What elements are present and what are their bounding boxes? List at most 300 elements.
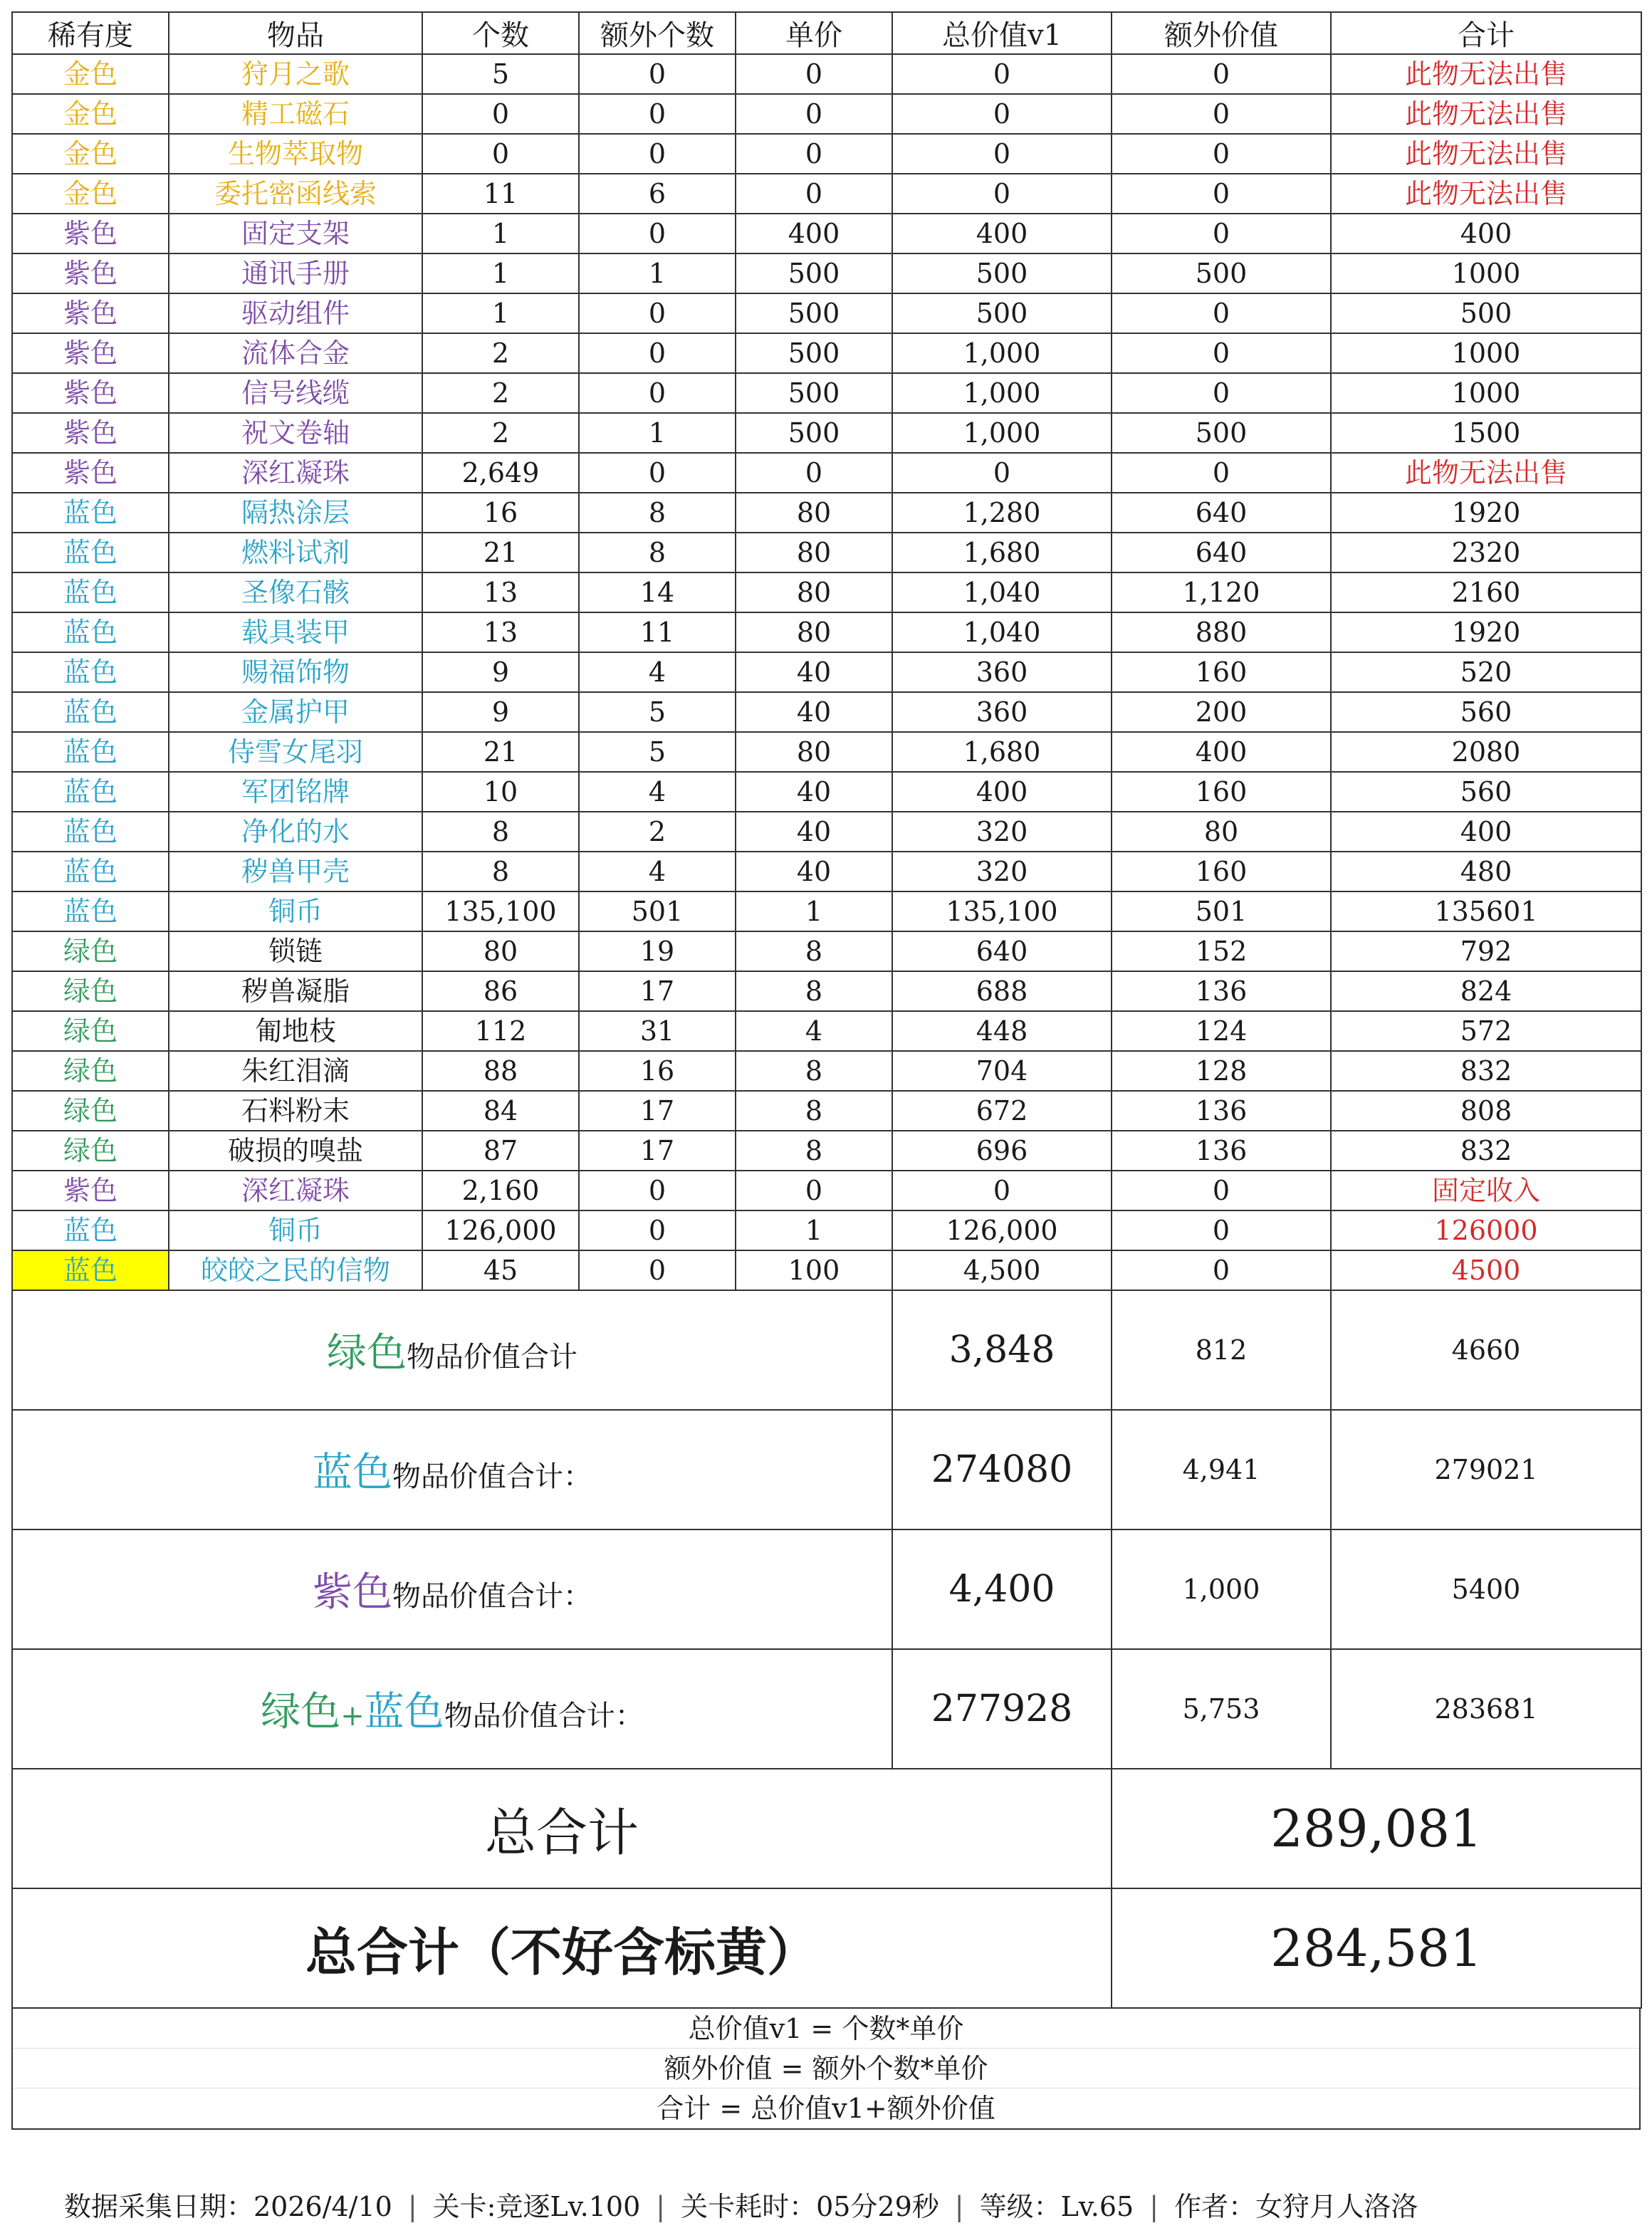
unit-price-cell[interactable]: 0 [736,453,892,493]
unit-price-cell[interactable]: 8 [736,1131,892,1171]
unit-price-cell[interactable]: 500 [736,293,892,333]
sum-cell[interactable]: 808 [1331,1091,1641,1131]
extra-value-cell[interactable]: 0 [1112,54,1331,94]
item-cell[interactable]: 驱动组件 [169,293,422,333]
header-rarity[interactable]: 稀有度 [12,12,169,54]
unit-price-cell[interactable]: 0 [736,174,892,214]
item-cell[interactable]: 狩月之歌 [169,54,422,94]
total-v1-cell[interactable]: 320 [892,852,1112,891]
extra-count-cell[interactable]: 5 [579,732,736,772]
extra-value-cell[interactable]: 500 [1112,253,1331,293]
total-v1-cell[interactable]: 500 [892,293,1112,333]
item-cell[interactable]: 金属护甲 [169,692,422,732]
rarity-cell[interactable]: 紫色 [12,373,169,413]
extra-value-cell[interactable]: 0 [1112,1210,1331,1250]
unit-price-cell[interactable]: 500 [736,253,892,293]
extra-count-cell[interactable]: 17 [579,1131,736,1171]
unit-price-cell[interactable]: 8 [736,1051,892,1091]
extra-count-cell[interactable]: 1 [579,253,736,293]
count-cell[interactable]: 13 [422,612,579,652]
extra-count-cell[interactable]: 5 [579,692,736,732]
unit-price-cell[interactable]: 40 [736,652,892,692]
summary-row-blue [12,1410,1641,1529]
unit-price-cell[interactable]: 1 [736,891,892,931]
extra-count-cell[interactable]: 0 [579,1171,736,1210]
sum-cell[interactable]: 824 [1331,971,1641,1011]
count-cell[interactable]: 112 [422,1011,579,1051]
sum-cell[interactable]: 1920 [1331,493,1641,533]
item-cell[interactable]: 军团铭牌 [169,772,422,812]
item-cell[interactable]: 祝文卷轴 [169,413,422,453]
extra-count-cell[interactable]: 11 [579,612,736,652]
unit-price-cell[interactable]: 8 [736,1091,892,1131]
unit-price-cell[interactable]: 8 [736,971,892,1011]
count-cell[interactable]: 0 [422,134,579,174]
extra-value-cell[interactable]: 136 [1112,1091,1331,1131]
item-cell[interactable]: 委托密函线索 [169,174,422,214]
unit-price-cell[interactable]: 80 [736,533,892,572]
count-cell[interactable]: 1 [422,293,579,333]
unit-price-cell[interactable]: 4 [736,1011,892,1051]
rarity-cell[interactable]: 绿色 [12,1131,169,1171]
summary-v1[interactable]: 277928 [892,1649,1112,1769]
sum-cell[interactable]: 此物无法出售 [1331,134,1641,174]
summary-label[interactable]: 绿色+蓝色物品价值合计： [12,1649,892,1769]
extra-count-cell[interactable]: 14 [579,572,736,612]
total-v1-cell[interactable]: 688 [892,971,1112,1011]
total-v1-cell[interactable]: 672 [892,1091,1112,1131]
unit-price-cell[interactable]: 0 [736,134,892,174]
summary-v1[interactable]: 4,400 [892,1529,1112,1649]
header-count[interactable]: 个数 [422,12,579,54]
count-cell[interactable]: 8 [422,852,579,891]
extra-count-cell[interactable]: 1 [579,413,736,453]
summary-extra[interactable]: 812 [1112,1290,1331,1410]
count-cell[interactable]: 2 [422,333,579,373]
rarity-cell[interactable]: 蓝色 [12,732,169,772]
item-cell[interactable]: 石料粉末 [169,1091,422,1131]
count-cell[interactable]: 86 [422,971,579,1011]
total-v1-cell[interactable]: 135,100 [892,891,1112,931]
sum-cell[interactable]: 400 [1331,812,1641,852]
total-v1-cell[interactable]: 1,000 [892,413,1112,453]
sum-cell[interactable]: 560 [1331,772,1641,812]
total-v1-cell[interactable]: 1,040 [892,572,1112,612]
extra-value-cell[interactable]: 160 [1112,852,1331,891]
sum-cell[interactable]: 4500 [1331,1250,1641,1290]
count-cell[interactable]: 5 [422,54,579,94]
rarity-cell[interactable]: 紫色 [12,453,169,493]
total-v1-cell[interactable]: 126,000 [892,1210,1112,1250]
total-v1-cell[interactable]: 400 [892,214,1112,253]
total-v1-cell[interactable]: 0 [892,174,1112,214]
grand-total-excl-row [12,1888,1641,2008]
extra-value-cell[interactable]: 880 [1112,612,1331,652]
rarity-cell[interactable]: 紫色 [12,413,169,453]
item-cell[interactable]: 锁链 [169,931,422,971]
extra-count-cell[interactable]: 0 [579,134,736,174]
unit-price-cell[interactable]: 0 [736,1171,892,1210]
extra-value-cell[interactable]: 640 [1112,493,1331,533]
extra-count-cell[interactable]: 4 [579,852,736,891]
item-cell[interactable]: 铜币 [169,1210,422,1250]
rarity-cell[interactable]: 绿色 [12,1091,169,1131]
extra-count-cell[interactable]: 31 [579,1011,736,1051]
extra-value-cell[interactable]: 128 [1112,1051,1331,1091]
total-v1-cell[interactable]: 1,280 [892,493,1112,533]
count-cell[interactable]: 9 [422,652,579,692]
extra-value-cell[interactable]: 0 [1112,174,1331,214]
item-cell[interactable]: 破损的嗅盐 [169,1131,422,1171]
count-cell[interactable]: 45 [422,1250,579,1290]
total-v1-cell[interactable]: 704 [892,1051,1112,1091]
unit-price-cell[interactable]: 8 [736,931,892,971]
rarity-cell[interactable]: 紫色 [12,333,169,373]
summary-extra[interactable]: 1,000 [1112,1529,1331,1649]
total-v1-cell[interactable]: 696 [892,1131,1112,1171]
count-cell[interactable]: 87 [422,1131,579,1171]
footer-separator: | [656,2191,666,2222]
table-row [12,652,1641,692]
loot-table [11,11,1642,2009]
item-cell[interactable]: 生物萃取物 [169,134,422,174]
summary-total[interactable]: 283681 [1331,1649,1641,1769]
summary-extra[interactable]: 4,941 [1112,1410,1331,1529]
summary-total[interactable]: 279021 [1331,1410,1641,1529]
item-cell[interactable]: 载具装甲 [169,612,422,652]
table-row [12,612,1641,652]
count-cell[interactable]: 0 [422,94,579,134]
unit-price-cell[interactable]: 500 [736,373,892,413]
item-cell[interactable]: 深红凝珠 [169,453,422,493]
unit-price-cell[interactable]: 40 [736,812,892,852]
extra-count-cell[interactable]: 17 [579,1091,736,1131]
extra-value-cell[interactable]: 152 [1112,931,1331,971]
rarity-cell[interactable]: 紫色 [12,214,169,253]
sum-cell[interactable]: 1920 [1331,612,1641,652]
rarity-cell[interactable]: 蓝色 [12,572,169,612]
count-cell[interactable]: 135,100 [422,891,579,931]
unit-price-cell[interactable]: 1 [736,1210,892,1250]
item-cell[interactable]: 净化的水 [169,812,422,852]
count-cell[interactable]: 21 [422,732,579,772]
extra-value-cell[interactable]: 124 [1112,1011,1331,1051]
total-v1-cell[interactable]: 1,680 [892,732,1112,772]
total-v1-cell[interactable]: 0 [892,134,1112,174]
item-cell[interactable]: 侍雪女尾羽 [169,732,422,772]
sum-cell[interactable]: 832 [1331,1131,1641,1171]
unit-price-cell[interactable]: 40 [736,852,892,891]
rarity-cell[interactable]: 金色 [12,54,169,94]
extra-count-cell[interactable]: 0 [579,1250,736,1290]
table-row [12,692,1641,732]
summary-label[interactable]: 绿色物品价值合计 [12,1290,892,1410]
sum-cell[interactable]: 572 [1331,1011,1641,1051]
extra-value-cell[interactable]: 0 [1112,214,1331,253]
header-total-v1[interactable]: 总价值v1 [892,12,1112,54]
sum-cell[interactable]: 2080 [1331,732,1641,772]
rarity-cell[interactable]: 蓝色 [12,493,169,533]
grand-total-label[interactable]: 总合计 [12,1769,1112,1888]
rarity-cell[interactable]: 金色 [12,174,169,214]
item-cell[interactable]: 信号线缆 [169,373,422,413]
item-cell[interactable]: 固定支架 [169,214,422,253]
formula-note-sum: 合计 = 总价值v1+额外价值 [657,2093,995,2124]
item-cell[interactable]: 朱红泪滴 [169,1051,422,1091]
sum-cell[interactable]: 520 [1331,652,1641,692]
grand-total-value[interactable]: 289,081 [1112,1769,1641,1888]
count-cell[interactable]: 8 [422,812,579,852]
unit-price-cell[interactable]: 80 [736,732,892,772]
total-v1-cell[interactable]: 360 [892,692,1112,732]
count-cell[interactable]: 13 [422,572,579,612]
extra-value-cell[interactable]: 0 [1112,1171,1331,1210]
unit-price-cell[interactable]: 400 [736,214,892,253]
total-v1-cell[interactable]: 448 [892,1011,1112,1051]
sum-cell[interactable]: 1000 [1331,253,1641,293]
total-v1-cell[interactable]: 360 [892,652,1112,692]
table-row [12,453,1641,493]
table-row [12,493,1641,533]
item-cell[interactable]: 通讯手册 [169,253,422,293]
extra-count-cell[interactable]: 0 [579,293,736,333]
count-cell[interactable]: 1 [422,214,579,253]
table-row [12,852,1641,891]
extra-count-cell[interactable]: 0 [579,94,736,134]
extra-count-cell[interactable]: 16 [579,1051,736,1091]
rarity-cell[interactable]: 紫色 [12,253,169,293]
item-cell[interactable]: 深红凝珠 [169,1171,422,1210]
table-row [12,1051,1641,1091]
extra-count-cell[interactable]: 2 [579,812,736,852]
header-extra-value[interactable]: 额外价值 [1112,12,1331,54]
rarity-cell[interactable]: 蓝色 [12,533,169,572]
sum-cell[interactable]: 126000 [1331,1210,1641,1250]
sum-cell[interactable]: 1500 [1331,413,1641,453]
extra-value-cell[interactable]: 0 [1112,373,1331,413]
item-cell[interactable]: 秽兽凝脂 [169,971,422,1011]
formula-notes [11,2009,1641,2130]
unit-price-cell[interactable]: 500 [736,413,892,453]
unit-price-cell[interactable]: 100 [736,1250,892,1290]
summary-label[interactable]: 蓝色物品价值合计： [12,1410,892,1529]
rarity-cell[interactable]: 蓝色 [12,652,169,692]
count-cell[interactable]: 11 [422,174,579,214]
header-extra-count[interactable]: 额外个数 [579,12,736,54]
extra-value-cell[interactable]: 136 [1112,1131,1331,1171]
rarity-cell[interactable]: 绿色 [12,1051,169,1091]
rarity-cell[interactable]: 蓝色 [12,612,169,652]
extra-count-cell[interactable]: 4 [579,652,736,692]
rarity-cell[interactable]: 蓝色 [12,692,169,732]
summary-v1[interactable]: 3,848 [892,1290,1112,1410]
count-cell[interactable]: 2 [422,413,579,453]
extra-count-cell[interactable]: 8 [579,533,736,572]
footer-level: 等级：Lv.65 [979,2191,1134,2222]
count-cell[interactable]: 2 [422,373,579,413]
sum-cell[interactable]: 此物无法出售 [1331,453,1641,493]
extra-value-cell[interactable]: 160 [1112,772,1331,812]
total-v1-cell[interactable]: 500 [892,253,1112,293]
rarity-cell[interactable]: 金色 [12,94,169,134]
sum-cell[interactable]: 135601 [1331,891,1641,931]
extra-value-cell[interactable]: 0 [1112,134,1331,174]
item-cell[interactable]: 流体合金 [169,333,422,373]
sum-cell[interactable]: 1000 [1331,373,1641,413]
item-cell[interactable]: 皎皎之民的信物 [169,1250,422,1290]
count-cell[interactable]: 10 [422,772,579,812]
table-body [12,54,1641,1290]
extra-value-cell[interactable]: 0 [1112,453,1331,493]
table-row [12,572,1641,612]
summary-extra[interactable]: 5,753 [1112,1649,1331,1769]
unit-price-cell[interactable]: 80 [736,612,892,652]
total-v1-cell[interactable]: 1,040 [892,612,1112,652]
rarity-cell[interactable]: 金色 [12,134,169,174]
header-unit-price[interactable]: 单价 [736,12,892,54]
summary-row-purple [12,1529,1641,1649]
unit-price-cell[interactable]: 500 [736,333,892,373]
summary-label[interactable]: 紫色物品价值合计： [12,1529,892,1649]
total-v1-cell[interactable]: 320 [892,812,1112,852]
count-cell[interactable]: 84 [422,1091,579,1131]
unit-price-cell[interactable]: 80 [736,572,892,612]
sum-cell[interactable]: 560 [1331,692,1641,732]
rarity-cell[interactable]: 绿色 [12,931,169,971]
rarity-cell[interactable]: 紫色 [12,1171,169,1210]
rarity-cell[interactable]: 蓝色 [12,1210,169,1250]
item-cell[interactable]: 燃料试剂 [169,533,422,572]
sum-cell[interactable]: 1000 [1331,333,1641,373]
sum-cell[interactable]: 500 [1331,293,1641,333]
sum-cell[interactable]: 400 [1331,214,1641,253]
extra-count-cell[interactable]: 0 [579,1210,736,1250]
sum-cell[interactable]: 此物无法出售 [1331,94,1641,134]
total-v1-cell[interactable]: 0 [892,94,1112,134]
count-cell[interactable]: 21 [422,533,579,572]
extra-value-cell[interactable]: 160 [1112,652,1331,692]
count-cell[interactable]: 1 [422,253,579,293]
unit-price-cell[interactable]: 80 [736,493,892,533]
item-cell[interactable]: 铜币 [169,891,422,931]
extra-value-cell[interactable]: 501 [1112,891,1331,931]
sum-cell[interactable]: 480 [1331,852,1641,891]
item-cell[interactable]: 匍地枝 [169,1011,422,1051]
extra-count-cell[interactable]: 17 [579,971,736,1011]
extra-count-cell[interactable]: 0 [579,54,736,94]
count-cell[interactable]: 88 [422,1051,579,1091]
sum-cell[interactable]: 832 [1331,1051,1641,1091]
count-cell[interactable]: 16 [422,493,579,533]
extra-value-cell[interactable]: 1,120 [1112,572,1331,612]
total-v1-cell[interactable]: 0 [892,1171,1112,1210]
extra-count-cell[interactable]: 8 [579,493,736,533]
total-v1-cell[interactable]: 1,000 [892,333,1112,373]
extra-value-cell[interactable]: 80 [1112,812,1331,852]
summary-total[interactable]: 4660 [1331,1290,1641,1410]
summary-v1[interactable]: 274080 [892,1410,1112,1529]
item-cell[interactable]: 精工磁石 [169,94,422,134]
sum-cell[interactable]: 此物无法出售 [1331,54,1641,94]
extra-count-cell[interactable]: 0 [579,214,736,253]
footer-separator: | [1149,2191,1159,2222]
total-v1-cell[interactable]: 0 [892,453,1112,493]
unit-price-cell[interactable]: 0 [736,94,892,134]
sum-cell[interactable]: 此物无法出售 [1331,174,1641,214]
extra-count-cell[interactable]: 0 [579,453,736,493]
header-item[interactable]: 物品 [169,12,422,54]
extra-count-cell[interactable]: 0 [579,333,736,373]
rarity-cell[interactable]: 蓝色 [12,772,169,812]
rarity-cell[interactable]: 蓝色 [12,852,169,891]
table-row [12,1210,1641,1250]
rarity-cell[interactable]: 蓝色 [12,1250,169,1290]
extra-count-cell[interactable]: 4 [579,772,736,812]
count-cell[interactable]: 80 [422,931,579,971]
extra-value-cell[interactable]: 0 [1112,293,1331,333]
summary-row-green [12,1290,1641,1410]
table-row [12,214,1641,253]
extra-value-cell[interactable]: 500 [1112,413,1331,453]
extra-count-cell[interactable]: 19 [579,931,736,971]
count-cell[interactable]: 2,160 [422,1171,579,1210]
unit-price-cell[interactable]: 40 [736,692,892,732]
item-cell[interactable]: 圣像石骸 [169,572,422,612]
total-v1-cell[interactable]: 400 [892,772,1112,812]
item-cell[interactable]: 秽兽甲壳 [169,852,422,891]
extra-value-cell[interactable]: 0 [1112,94,1331,134]
count-cell[interactable]: 126,000 [422,1210,579,1250]
table-row [12,891,1641,931]
extra-count-cell[interactable]: 0 [579,373,736,413]
table-row [12,1171,1641,1210]
extra-value-cell[interactable]: 0 [1112,333,1331,373]
rarity-cell[interactable]: 蓝色 [12,891,169,931]
rarity-cell[interactable]: 蓝色 [12,812,169,852]
total-v1-cell[interactable]: 640 [892,931,1112,971]
sum-cell[interactable]: 792 [1331,931,1641,971]
sum-cell[interactable]: 2320 [1331,533,1641,572]
rarity-cell[interactable]: 绿色 [12,1011,169,1051]
rarity-cell[interactable]: 绿色 [12,971,169,1011]
extra-value-cell[interactable]: 640 [1112,533,1331,572]
count-cell[interactable]: 9 [422,692,579,732]
total-v1-cell[interactable]: 1,680 [892,533,1112,572]
extra-value-cell[interactable]: 200 [1112,692,1331,732]
extra-value-cell[interactable]: 400 [1112,732,1331,772]
item-cell[interactable]: 赐福饰物 [169,652,422,692]
count-cell[interactable]: 2,649 [422,453,579,493]
rarity-cell[interactable]: 紫色 [12,293,169,333]
total-v1-cell[interactable]: 1,000 [892,373,1112,413]
extra-value-cell[interactable]: 136 [1112,971,1331,1011]
extra-count-cell[interactable]: 501 [579,891,736,931]
unit-price-cell[interactable]: 0 [736,54,892,94]
sum-cell[interactable]: 固定收入 [1331,1171,1641,1210]
total-v1-cell[interactable]: 4,500 [892,1250,1112,1290]
unit-price-cell[interactable]: 40 [736,772,892,812]
total-v1-cell[interactable]: 0 [892,54,1112,94]
grand-total-excl-label[interactable]: 总合计（不好含标黄） [12,1888,1112,2008]
sum-cell[interactable]: 2160 [1331,572,1641,612]
item-cell[interactable]: 隔热涂层 [169,493,422,533]
grand-total-excl-value[interactable]: 284,581 [1112,1888,1641,2008]
extra-value-cell[interactable]: 0 [1112,1250,1331,1290]
summary-total[interactable]: 5400 [1331,1529,1641,1649]
header-sum[interactable]: 合计 [1331,12,1641,54]
table-row [12,1011,1641,1051]
extra-count-cell[interactable]: 6 [579,174,736,214]
